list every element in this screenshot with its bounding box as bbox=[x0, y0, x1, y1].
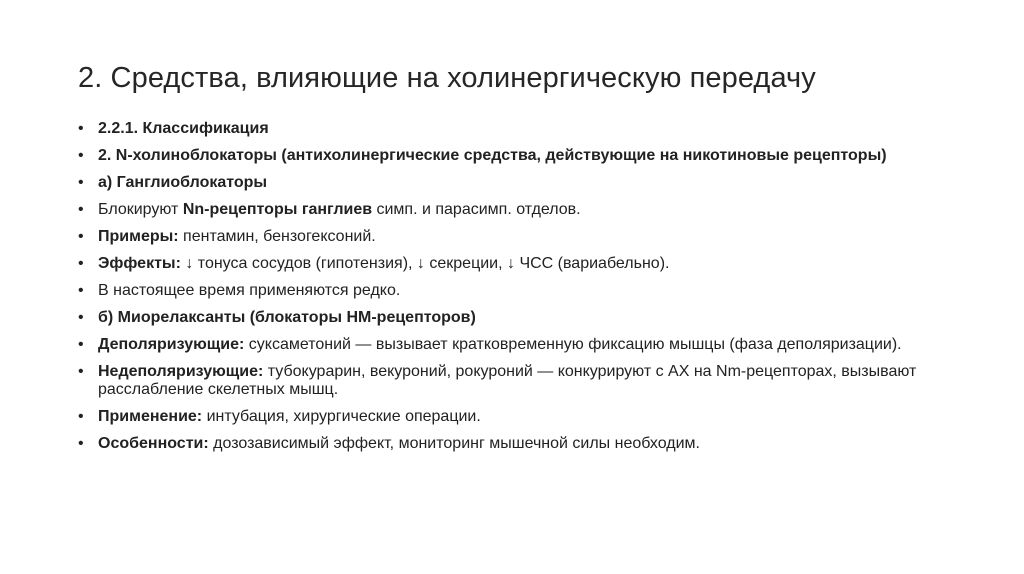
bullet-text: суксаметоний — вызывает кратковременную фиксацию мышцы (фаза деполяризации). bbox=[244, 336, 902, 353]
bullet-list bbox=[78, 120, 958, 462]
bullet-bold-text: 2.2.1. Классификация bbox=[98, 120, 269, 137]
bullet-item bbox=[78, 174, 958, 192]
bullet-item bbox=[78, 363, 958, 399]
bullet-bold-text: а) Ганглиоблокаторы bbox=[98, 174, 268, 191]
bullet-text: дозозависимый эффект, мониторинг мышечной силы необходим. bbox=[208, 435, 700, 452]
bullet-dot-icon: • bbox=[78, 408, 84, 425]
bullet-item bbox=[78, 255, 958, 273]
bullet-dot-icon: • bbox=[78, 201, 84, 218]
bullet-dot-icon: • bbox=[78, 309, 84, 326]
bullet-dot-icon: • bbox=[78, 336, 84, 353]
bullet-dot-icon: • bbox=[78, 174, 84, 191]
bullet-item bbox=[78, 120, 958, 138]
bullet-item bbox=[78, 435, 958, 453]
bullet-text: ↓ тонуса сосудов (гипотензия), ↓ секреции, ↓ ЧСС (вариабельно). bbox=[180, 255, 670, 272]
bullet-dot-icon: • bbox=[78, 363, 84, 380]
bullet-item bbox=[78, 201, 958, 219]
bullet-bold-text: Nn-рецепторы ганглиев bbox=[182, 201, 373, 218]
bullet-item bbox=[78, 336, 958, 354]
bullet-item bbox=[78, 309, 958, 327]
bullet-text: тубокурарин, векуроний, рокуроний — конкурируют с АХ на Nm-рецепторах, вызывают расслабление скелетных мышц. bbox=[98, 363, 917, 398]
bullet-dot-icon: • bbox=[78, 120, 84, 137]
bullet-dot-icon: • bbox=[78, 435, 84, 452]
bullet-text: Блокируют bbox=[98, 201, 183, 218]
bullet-bold-text: 2. N-холиноблокаторы (антихолинергические средства, действующие на никотиновые рецепторы) bbox=[98, 147, 887, 164]
bullet-item bbox=[78, 147, 958, 165]
bullet-dot-icon: • bbox=[78, 147, 84, 164]
bullet-text: В настоящее время применяются редко. bbox=[98, 282, 401, 299]
slide-title: 2. Средства, влияющие на холинергическую передачу bbox=[78, 62, 816, 94]
bullet-bold-text: Недеполяризующие: bbox=[98, 363, 264, 380]
bullet-item bbox=[78, 282, 958, 300]
bullet-bold-text: б) Миорелаксанты (блокаторы НМ-рецепторов) bbox=[98, 309, 476, 326]
bullet-bold-text: Применение: bbox=[98, 408, 203, 425]
bullet-item bbox=[78, 408, 958, 426]
bullet-bold-text: Эффекты: bbox=[98, 255, 181, 272]
bullet-dot-icon: • bbox=[78, 282, 84, 299]
bullet-text: пентамин, бензогексоний. bbox=[178, 228, 376, 245]
bullet-text: интубация, хирургические операции. bbox=[202, 408, 481, 425]
bullet-dot-icon: • bbox=[78, 255, 84, 272]
bullet-dot-icon: • bbox=[78, 228, 84, 245]
bullet-text: симп. и парасимп. отделов. bbox=[372, 201, 581, 218]
bullet-bold-text: Деполяризующие: bbox=[98, 336, 245, 353]
bullet-item bbox=[78, 228, 958, 246]
bullet-bold-text: Примеры: bbox=[98, 228, 179, 245]
bullet-bold-text: Особенности: bbox=[98, 435, 209, 452]
